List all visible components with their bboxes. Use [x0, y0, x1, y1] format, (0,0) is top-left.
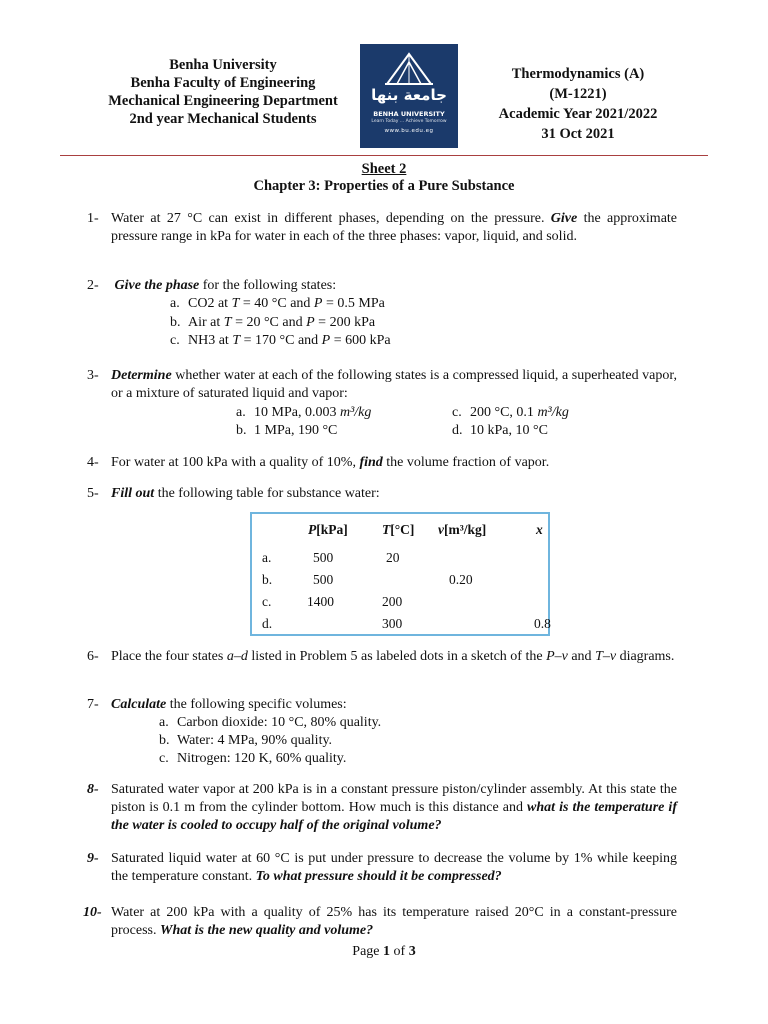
page-footer: Page 1 of 3: [352, 944, 416, 959]
row-label: a.: [262, 550, 272, 565]
question-3-item-a: a. 10 MPa, 0.003 m³/kg: [236, 405, 372, 420]
question-1: 1- Water at 27 °C can exist in different phases, depending on the pressure. Give the approximate pressure range in kPa for water in each of the three phases: vapor, liquid, and solid.: [87, 211, 678, 244]
header-divider: [60, 155, 708, 156]
question-7-item-b: b. Water: 4 MPa, 90% quality.: [159, 733, 333, 748]
page-header: [0, 56, 768, 152]
question-number: 5-: [87, 486, 99, 501]
cell-pressure: 500: [313, 550, 334, 565]
question-3-item-b: b. 1 MPa, 190 °C: [236, 423, 338, 438]
question-10: 10- Water at 200 kPa with a quality of 25% has its temperature raised 20°C in a constant-pressure process. What is the new quality and volume?: [83, 905, 677, 938]
course-name: Thermodynamics (A): [511, 66, 645, 82]
cell-specific-volume: 0.20: [449, 572, 473, 587]
cell-temperature: 200: [382, 594, 403, 609]
question-3-item-d: d. 10 kPa, 10 °C: [452, 423, 548, 438]
question-number: 1-: [87, 211, 99, 226]
column-header-pressure: P[kPa]: [308, 522, 348, 537]
page-total: 3: [408, 944, 416, 959]
academic-year: Academic Year 2021/2022: [498, 106, 658, 122]
question-8: 8- Saturated water vapor at 200 kPa is in a constant pressure piston/cylinder assembly. At this state the piston is 0.1 m from the cylinder bottom. How much is this distance and what is the temperature if the water is cooled to occupy half of the original volume?: [87, 782, 677, 833]
cell-pressure: 1400: [307, 594, 334, 609]
question-2-item-b: b. Air at T = 20 °C and P = 200 kPa: [170, 315, 376, 330]
cell-pressure: 500: [313, 572, 334, 587]
cell-temperature: 20: [386, 550, 400, 565]
logo-arabic-text: جامعة بنها: [371, 86, 447, 104]
question-number: 3-: [87, 368, 99, 383]
logo-url: www.bu.edu.eg: [384, 128, 434, 134]
university-name: Benha University: [169, 57, 277, 73]
row-label: c.: [262, 594, 272, 609]
chapter-title: Chapter 3: Properties of a Pure Substance: [253, 178, 515, 194]
column-header-specific-volume: v[m³/kg]: [438, 522, 487, 537]
question-number: 6-: [87, 649, 99, 664]
row-label: d.: [262, 616, 273, 631]
course-code: (M-1221): [549, 86, 607, 102]
column-header-quality: x: [536, 522, 543, 537]
question-5: 5- Fill out the following table for substance water:: [87, 486, 380, 501]
logo-tagline: Learn Today ... Achieve Tomorrow: [371, 119, 447, 124]
department-name: Mechanical Engineering Department: [108, 93, 338, 109]
question-number: 7-: [87, 697, 99, 712]
page-number: 1: [383, 944, 391, 959]
question-4: 4- For water at 100 kPa with a quality of 10%, find the volume fraction of vapor.: [87, 455, 550, 470]
row-label: b.: [262, 572, 273, 587]
question-3: 3- Determine whether water at each of the following states is a compressed liquid, a superheated vapor, or a mixture of saturated liquid and vapor:: [87, 368, 677, 401]
question-number: 8-: [87, 782, 99, 797]
question-7: 7- Calculate the following specific volumes:: [87, 697, 347, 712]
sheet-title: Sheet 2: [361, 161, 407, 177]
question-number: 4-: [87, 455, 99, 470]
cell-quality: 0.8: [534, 616, 551, 631]
pyramid-emblem-icon: [381, 52, 437, 86]
question-2: 2- Give the phase for the following states:: [87, 278, 337, 293]
logo-english-text: BENHA UNIVERSITY: [373, 110, 445, 118]
question-6: 6- Place the four states a–d listed in Problem 5 as labeled dots in a sketch of the P–v and T–v diagrams.: [87, 649, 675, 664]
student-year: 2nd year Mechanical Students: [129, 111, 317, 127]
question-9: 9- Saturated liquid water at 60 °C is put under pressure to decrease the volume by 1% while keeping the temperature constant. To what pressure should it be compressed?: [87, 851, 677, 884]
cell-temperature: 300: [382, 616, 403, 631]
course-info: [488, 64, 668, 144]
university-info: [98, 56, 348, 128]
question-2-item-c: c. NH3 at T = 170 °C and P = 600 kPa: [170, 333, 391, 348]
university-logo: [360, 44, 458, 148]
question-2-item-a: a. CO2 at T = 40 °C and P = 0.5 MPa: [170, 296, 385, 311]
faculty-name: Benha Faculty of Engineering: [130, 75, 316, 91]
question-number: 10-: [83, 905, 102, 920]
column-header-temperature: T[°C]: [382, 522, 415, 537]
question-7-item-a: a. Carbon dioxide: 10 °C, 80% quality.: [159, 715, 382, 730]
question-number: 2-: [87, 278, 99, 293]
question-7-item-c: c. Nitrogen: 120 K, 60% quality.: [159, 751, 347, 766]
sheet-date: 31 Oct 2021: [541, 126, 615, 142]
state-table: [250, 512, 550, 636]
question-3-item-c: c. 200 °C, 0.1 m³/kg: [452, 405, 569, 420]
question-number: 9-: [87, 851, 99, 866]
